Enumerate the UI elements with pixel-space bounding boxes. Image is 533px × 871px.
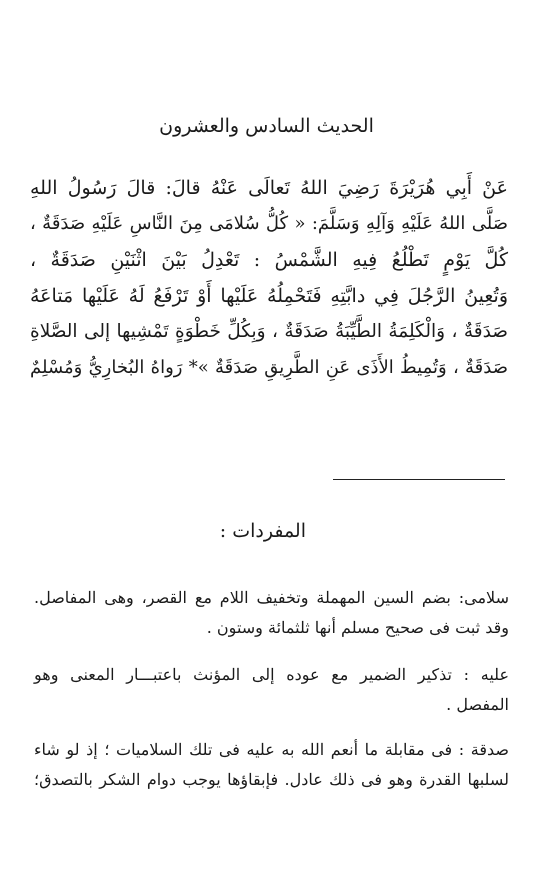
hadith-line: وَتُعِينُ الرَّجُلَ فِي دابَّتِهِ فَتَحْمِلُهُ عَلَيْها أَوْ تَرْفَعُ لَهُ عَلَيْها مَتاعَهُ [30, 285, 508, 307]
vocabulary-line: صدقة : فى مقابلة ما أنعم الله به عليه فى تلك السلاميات ؛ إذ لو شاء [34, 740, 509, 759]
vocabulary-line: سلامى: بضم السين المهملة وتخفيف اللام مع القصر، وهى المفاصل. [34, 588, 509, 607]
vocabulary-line: عليه : تذكير الضمير مع عوده إلى المؤنث باعتبـــار المعنى وهو [34, 665, 509, 684]
hadith-text [30, 170, 508, 386]
vocabulary-entry-sadaqa [34, 735, 509, 795]
vocabulary-entry-alayhi [34, 660, 509, 720]
hadith-line: صَلَّى اللهُ عَلَيْهِ وَآلِهِ وَسَلَّمَ: « كُلُّ سُلامَى مِنَ النَّاسِ عَلَيْهِ صَدَقَةٌ ، [30, 213, 508, 234]
hadith-line: صَدَقَةٌ ، وَالْكَلِمَةُ الطَّيِّبَةُ صَدَقَةٌ ، وَبِكُلِّ خَطْوَةٍ تَمْشِيها إلى الصَّلاةِ [30, 321, 508, 342]
separator-rule [333, 479, 505, 480]
vocabulary-entry-sulama [34, 583, 509, 643]
vocabulary-line: لسلبها القدرة وهو فى ذلك عادل. فإبقاؤها يوجب دوام الشكر بالتصدق؛ [34, 770, 509, 789]
hadith-line: كُلَّ يَوْمٍ تَطْلُعُ فِيهِ الشَّمْسُ : تَعْدِلُ بَيْنَ اثْنَيْنِ صَدَقَةٌ ، [30, 249, 508, 271]
hadith-title: الحديث السادس والعشرون [159, 115, 374, 137]
vocabulary-line: وقد ثبت فى صحيح مسلم أنها ثلثمائة وستون . [206, 618, 509, 637]
vocabulary-heading: المفردات : [219, 520, 306, 542]
hadith-line: عَنْ أَبِي هُرَيْرَةَ رَضِيَ اللهُ تَعالَى عَنْهُ قالَ: قالَ رَسُولُ اللهِ [30, 177, 508, 199]
vocabulary-line: المفصل . [446, 695, 509, 714]
hadith-line: صَدَقَةٌ ، وَتُمِيطُ الأَذَى عَنِ الطَّرِيقِ صَدَقَةٌ »* رَواهُ البُخارِيُّ وَمُسْلِمٌ [30, 357, 508, 378]
